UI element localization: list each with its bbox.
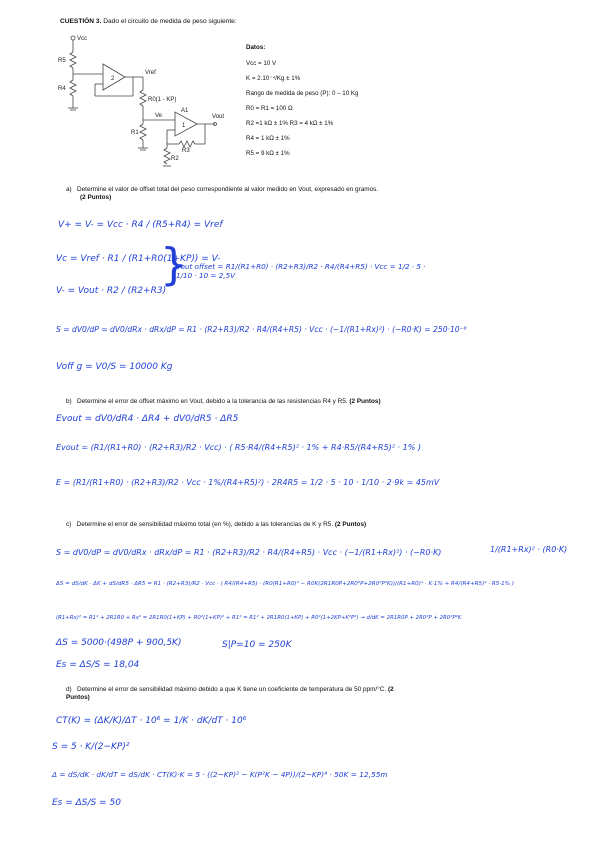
datos-line: R2 =1 kΩ ± 1% R3 = 4 kΩ ± 1% (246, 120, 334, 127)
hw-a-line1: V+ = V- = Vcc · R4 / (R5+R4) = Vref (58, 220, 223, 230)
question-d-points: (2 Puntos) (66, 686, 394, 701)
hw-c-line1: S = dV0/dP = dV0/dRx · dRx/dP = R1 · (R2+R3)/R2 · R4/(R4+R5) · Vcc · (−1/(R1+Rx)²) · (−R0·K) (56, 548, 442, 557)
label-vref: Vref (145, 70, 156, 76)
question-b (66, 398, 446, 406)
label-a2: 2 (111, 76, 115, 82)
question-header (60, 18, 237, 25)
question-c (66, 521, 446, 529)
label-r4: R4 (58, 86, 66, 92)
label-r1: R1 (131, 130, 139, 136)
hw-b-line1: Evout = dV0/dR4 · ΔR4 + dV0/dR5 · ΔR5 (56, 414, 239, 424)
hw-c-line2: ΔS = dS/dK · ΔK + dS/dR5 · ΔR5 = R1 · (R2+R3)/R2 · Vcc · ( R4/(R4+R5) · (R0(R1+R0)² − R0K(2R1R0P+2R0²P+2R0²P²K))/(R1+R0)⁴ · K·1% + R4/(R4+R5)² · R5·1% ) (56, 581, 514, 587)
hw-d-line3: Δ = dS/dK · dK/dT = dS/dK · CT(K)·K = 5 · ((2−KP)² − K(P²K − 4P))/(2−KP)⁴ · 50K = 12,55m (52, 770, 388, 779)
question-c-text: Determine el error de sensibilidad máximo total (en %), debido a las tolerancias de K y R5. (76, 521, 334, 528)
question-d (66, 686, 406, 702)
datos-block (246, 44, 426, 157)
hw-a-line2a: Vc = Vref · R1 / (R1+R0(1+KP)) = V- (56, 254, 221, 264)
hw-c-line1-right: 1/(R1+Rx)² · (R0·K) (490, 545, 568, 554)
hw-a-line2b: V- = Vout · R2 / (R2+R3) (56, 286, 167, 296)
label-vcc: Vcc (77, 36, 88, 42)
label-r5: R5 (58, 58, 66, 64)
label-ve: Ve (155, 113, 163, 119)
question-a (66, 186, 416, 202)
hw-b-line3: E = (R1/(R1+R0) · (R2+R3)/R2 · Vcc · 1%/(R4+R5)²) · 2R4R5 = 1/2 · 5 · 10 · 1/10 · 2·9k = 45mV (56, 478, 440, 487)
question-a-letter: a) (66, 186, 72, 193)
hw-c-line5: Es = ΔS/S = 18,04 (56, 660, 140, 670)
hw-a-line5: Voff g = V0/S = 10000 Kg (56, 362, 173, 372)
question-b-letter: b) (66, 398, 72, 405)
question-d-letter: d) (66, 686, 72, 693)
datos-line: Vcc = 10 V (246, 60, 277, 67)
question-a-points: (2 Puntos) (80, 194, 112, 201)
datos-line: K = 2.10⁻⁴/Kg ± 1% (246, 75, 301, 82)
hw-a-line3: Vout offset = R1/(R1+R0) · (R2+R3)/R2 · R4/(R4+R5) · Vcc = 1/2 · 5 · 1/10 · 10 = 2,5V (176, 262, 426, 280)
datos-line: R4 = 1 kΩ ± 1% (246, 135, 290, 142)
label-a1-num: 1 (182, 123, 186, 129)
label-r2: R2 (171, 156, 179, 162)
label-r3: R3 (182, 148, 190, 154)
question-c-letter: c) (66, 521, 72, 528)
circuit-diagram (55, 28, 245, 168)
hw-c-line4: ΔS = 5000·(498P + 900,5K) (56, 638, 182, 648)
hw-c-line3: (R1+Rx)² = R1² + 2R1R0 + Rx² = 2R1R0(1+KP) + R0²(1+KP)² + R1² = R1² + 2R1R0(1+KP) + R0²(1+2KP+K²P²) → d/dK = 2R1R0P + 2R0²P + 2R0²P²K (56, 615, 462, 621)
hw-d-line4: Es = ΔS/S = 50 (52, 798, 121, 808)
question-d-text: Determine el error de sensibilidad máximo debido a que K tiene un coeficiente de temperatura de 50 ppm/°C. (77, 686, 387, 693)
question-b-points: (2 Puntos) (349, 398, 381, 405)
datos-line: R0 = R1 = 100 Ω (246, 105, 293, 112)
question-a-text: Determine el valor de offset total del peso correspondiente al valor medido en Vout, expresado en gramos. (77, 186, 379, 193)
hw-b-line2: Evout = (R1/(R1+R0) · (R2+R3)/R2 · Vcc) · ( R5·R4/(R4+R5)² · 1% + R4·R5/(R4+R5)² · 1% ) (56, 443, 421, 452)
hw-d-line1: CT(K) = (ΔK/K)/ΔT · 10⁶ = 1/K · dK/dT · 10⁶ (56, 716, 247, 726)
label-rb: R0(1 - KP) (148, 97, 177, 103)
hw-a-line4: S = dV0/dP = dV0/dRx · dRx/dP = R1 · (R2+R3)/R2 · R4/(R4+R5) · Vcc · (−1/(R1+Rx)²) · (−R0·K) = 250·10⁻⁶ (56, 325, 467, 334)
question-c-points: (2 Puntos) (334, 521, 367, 528)
question-title: CUESTIÓN 3. (60, 18, 102, 25)
label-a1: A1 (181, 108, 189, 114)
label-vout: Vout (212, 114, 225, 120)
question-b-text: Determine el error de offset máximo en Vout, debido a la tolerancia de las resistencias R4 y R5. (77, 398, 348, 405)
datos-heading: Datos: (246, 44, 266, 51)
hw-brace: } (160, 239, 188, 290)
hw-d-line2: S = 5 · K/(2−KP)² (52, 742, 130, 752)
datos-line: Rango de medida de peso (P): 0 – 10 Kg (246, 90, 359, 97)
datos-line: R5 = 9 kΩ ± 1% (246, 150, 290, 157)
hw-c-line4-right: S|P=10 = 250K (222, 640, 292, 650)
question-intro: Dado el circuito de medida de peso siguiente: (103, 18, 237, 25)
